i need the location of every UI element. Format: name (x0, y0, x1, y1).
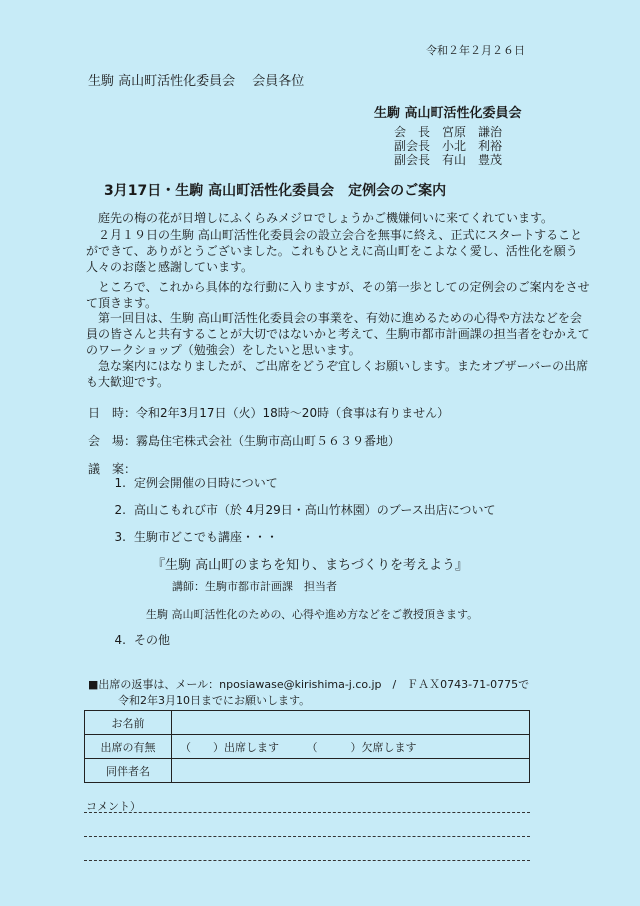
companion-label: 同伴者名 (85, 759, 172, 783)
page-title: 3月17日・生駒 高山町活性化委員会 定例会のご案内 (104, 183, 447, 199)
comment-label: コメント） (86, 800, 141, 813)
venue-line: 会 場：霧島住宅株式会社（生駒市高山町５６３９番地） (88, 434, 401, 448)
name-label: お名前 (85, 711, 172, 735)
paragraph-text: ２月１９日の生駒 高山町活性化委員会の設立会合を無事に終え、正式にスタートすることができて、ありがとうございました。これもひとえに高山町をこよなく愛し、活性化を願う人々のお蔭と感謝しています。 (86, 228, 583, 274)
comment-line[interactable] (84, 860, 530, 861)
paragraph-text: 第一回目は、生駒 高山町活性化委員会の事業を、有効に進めるための心得や方法などを会員の皆さんと共有することが大切ではないかと考えて、生駒市都市計画課の担当者をむかえてのワークショップ（勉強会）をしたいと思います。 (86, 311, 590, 357)
agenda-item-number: 1. (114, 476, 126, 490)
lecture-description: 生駒 高山町活性化のための、心得や進め方などをご教授頂きます。 (146, 608, 479, 621)
paragraph-text: 急な案内にはなりましたが、ご出席をどうぞ宜しくお願いします。またオブザーバーの出席も大歓迎です。 (86, 359, 589, 389)
table-row (85, 735, 530, 759)
paragraph-5 (86, 358, 590, 390)
attendance-field[interactable]: （ ）出席します （ ）欠席します (172, 735, 530, 759)
attendance-label: 出席の有無 (85, 735, 172, 759)
paragraph-1 (86, 210, 590, 226)
lecture-title: 『生駒 高山町のまちを知り、まちづくりを考えよう』 (152, 558, 469, 573)
agenda-label: 議 案： (88, 462, 137, 476)
sender-org: 生駒 高山町活性化委員会 (374, 106, 522, 121)
agenda-item-3 (100, 528, 278, 545)
agenda-item-number: 2. (114, 503, 126, 517)
document-date: 令和２年２月２６日 (426, 44, 525, 57)
agenda-item-1 (100, 474, 278, 491)
agenda-item-text: その他 (134, 633, 171, 647)
companion-field[interactable] (172, 759, 530, 783)
paragraph-3 (86, 279, 590, 311)
comment-line[interactable] (84, 836, 530, 837)
comment-line[interactable] (84, 812, 530, 813)
reply-deadline: 令和2年3月10日までにお願いします。 (118, 694, 311, 707)
addressee: 生駒 高山町活性化委員会 会員各位 (88, 74, 305, 89)
datetime-line: 日 時：令和2年3月17日（火）18時～20時（食事は有りません） (88, 406, 450, 420)
agenda-item-text: 定例会開催の日時について (134, 476, 278, 490)
agenda-item-text: 高山こもれび市（於 4月29日・高山竹林園）のブース出店について (134, 503, 496, 517)
officer-vice-2: 副会長 有山 豊茂 (394, 153, 503, 167)
paragraph-text: 庭先の梅の花が日増しにふくらみメジロでしょうかご機嫌伺いに来てくれています。 (98, 211, 554, 225)
reply-form-table (84, 710, 530, 783)
name-field[interactable] (172, 711, 530, 735)
agenda-item-4 (100, 631, 170, 648)
agenda-item-text: 生駒市どこでも講座・・・ (134, 530, 279, 544)
paragraph-4 (86, 310, 590, 358)
lecturer: 講師：生駒市都市計画課 担当者 (172, 580, 337, 593)
agenda-item-number: 4. (114, 633, 126, 647)
agenda-item-number: 3. (114, 530, 126, 544)
paragraph-text: ところで、これから具体的な行動に入りますが、その第一歩としての定例会のご案内をさせて頂きます。 (86, 280, 590, 310)
officer-vice-1: 副会長 小北 利裕 (394, 139, 503, 153)
paragraph-2 (86, 227, 590, 275)
reply-instructions: ■出席の返事は、メール：nposiawase@kirishima-j.co.jp / ＦＡＸ0743-71-0775で (88, 678, 530, 691)
table-row (85, 711, 530, 735)
officer-president: 会 長 宮原 謙治 (394, 125, 503, 139)
table-row (85, 759, 530, 783)
agenda-item-2 (100, 501, 496, 518)
